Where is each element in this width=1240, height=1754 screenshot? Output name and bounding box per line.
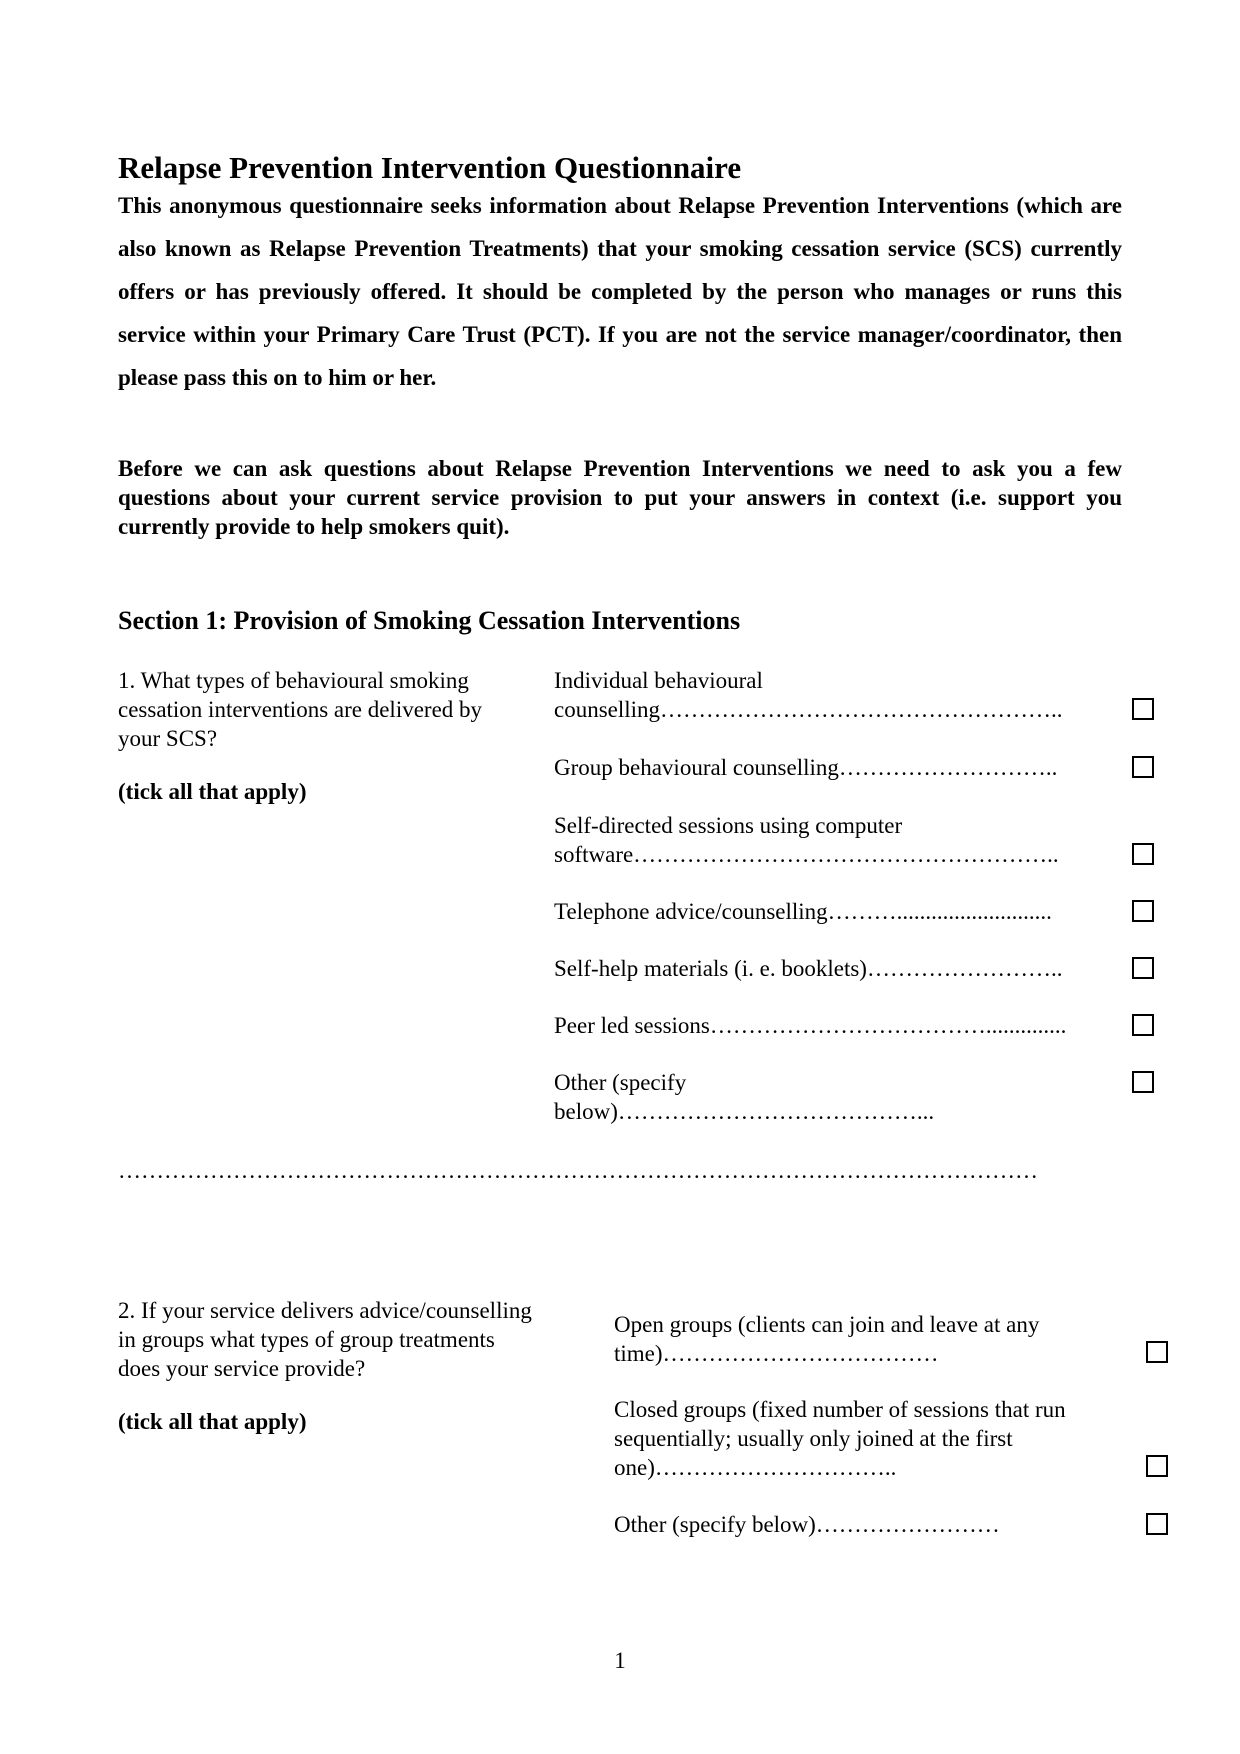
- question-1-instruction: (tick all that apply): [118, 779, 307, 804]
- q2-option-other: Other (specify below)……………………: [614, 1512, 1000, 1537]
- q1-checkbox-peer-led-sessions[interactable]: [1132, 1014, 1154, 1036]
- question-1-text: 1. What types of behavioural smoking cessation interventions are delivered by your SCS?: [118, 668, 483, 751]
- q1-checkbox-self-help-materials[interactable]: [1132, 957, 1154, 979]
- q1-checkbox-individual-counselling[interactable]: [1132, 698, 1154, 720]
- q1-specify-line[interactable]: …………………………………………………………………………………………………………: [118, 1158, 1038, 1183]
- question-2: [118, 1296, 538, 1436]
- context-paragraph: Before we can ask questions about Relapse Prevention Interventions we need to ask you a few questions about your current service provision to put your answers in context (i.e. support you currently provide to help smokers quit).: [118, 456, 1122, 539]
- q1-option-peer-led-sessions: Peer led sessions………………………………..............: [554, 1013, 1067, 1038]
- page-title: Relapse Prevention Intervention Questionnaire: [118, 150, 742, 185]
- q1-option-group-counselling: Group behavioural counselling………………………..: [554, 755, 1058, 780]
- question-2-instruction: (tick all that apply): [118, 1409, 307, 1434]
- question-2-text: 2. If your service delivers advice/counselling in groups what types of group treatments does your service provide?: [118, 1298, 532, 1381]
- q2-option-closed-groups: Closed groups (fixed number of sessions that run sequentially; usually only joined at the first one)…………………………..: [614, 1397, 1066, 1480]
- q2-option-open-groups: Open groups (clients can join and leave at any time)………………………………: [614, 1312, 1040, 1366]
- q1-option-self-directed-software: Self-directed sessions using computer software………………………………………………..: [554, 813, 1059, 867]
- q2-checkbox-other[interactable]: [1146, 1513, 1168, 1535]
- q1-option-telephone-counselling: Telephone advice/counselling………...........................: [554, 899, 1052, 924]
- q1-option-self-help-materials: Self-help materials (i. e. booklets)……………………..: [554, 956, 1063, 981]
- page-number: 1: [614, 1648, 626, 1673]
- question-1: [118, 666, 528, 806]
- q1-checkbox-telephone-counselling[interactable]: [1132, 900, 1154, 922]
- q1-checkbox-group-counselling[interactable]: [1132, 756, 1154, 778]
- q2-checkbox-open-groups[interactable]: [1146, 1341, 1168, 1363]
- intro-paragraph: This anonymous questionnaire seeks information about Relapse Prevention Interventions (which are also known as Relapse Prevention Treatments) that your smoking cessation service (SCS) currently offers or has previously offered. It should be completed by the person who manages or runs this service within your Primary Care Trust (PCT). If you are not the service manager/coordinator, then please pass this on to him or her.: [118, 193, 1122, 390]
- q1-checkbox-self-directed-software[interactable]: [1132, 843, 1154, 865]
- q2-checkbox-closed-groups[interactable]: [1146, 1455, 1168, 1477]
- q1-checkbox-other[interactable]: [1132, 1071, 1154, 1093]
- q1-option-individual-counselling: Individual behavioural counselling……………………………………………..: [554, 668, 1063, 722]
- section-1-heading: Section 1: Provision of Smoking Cessation Interventions: [118, 606, 741, 635]
- q1-option-other: Other (specify below)…………………………………...: [554, 1070, 935, 1124]
